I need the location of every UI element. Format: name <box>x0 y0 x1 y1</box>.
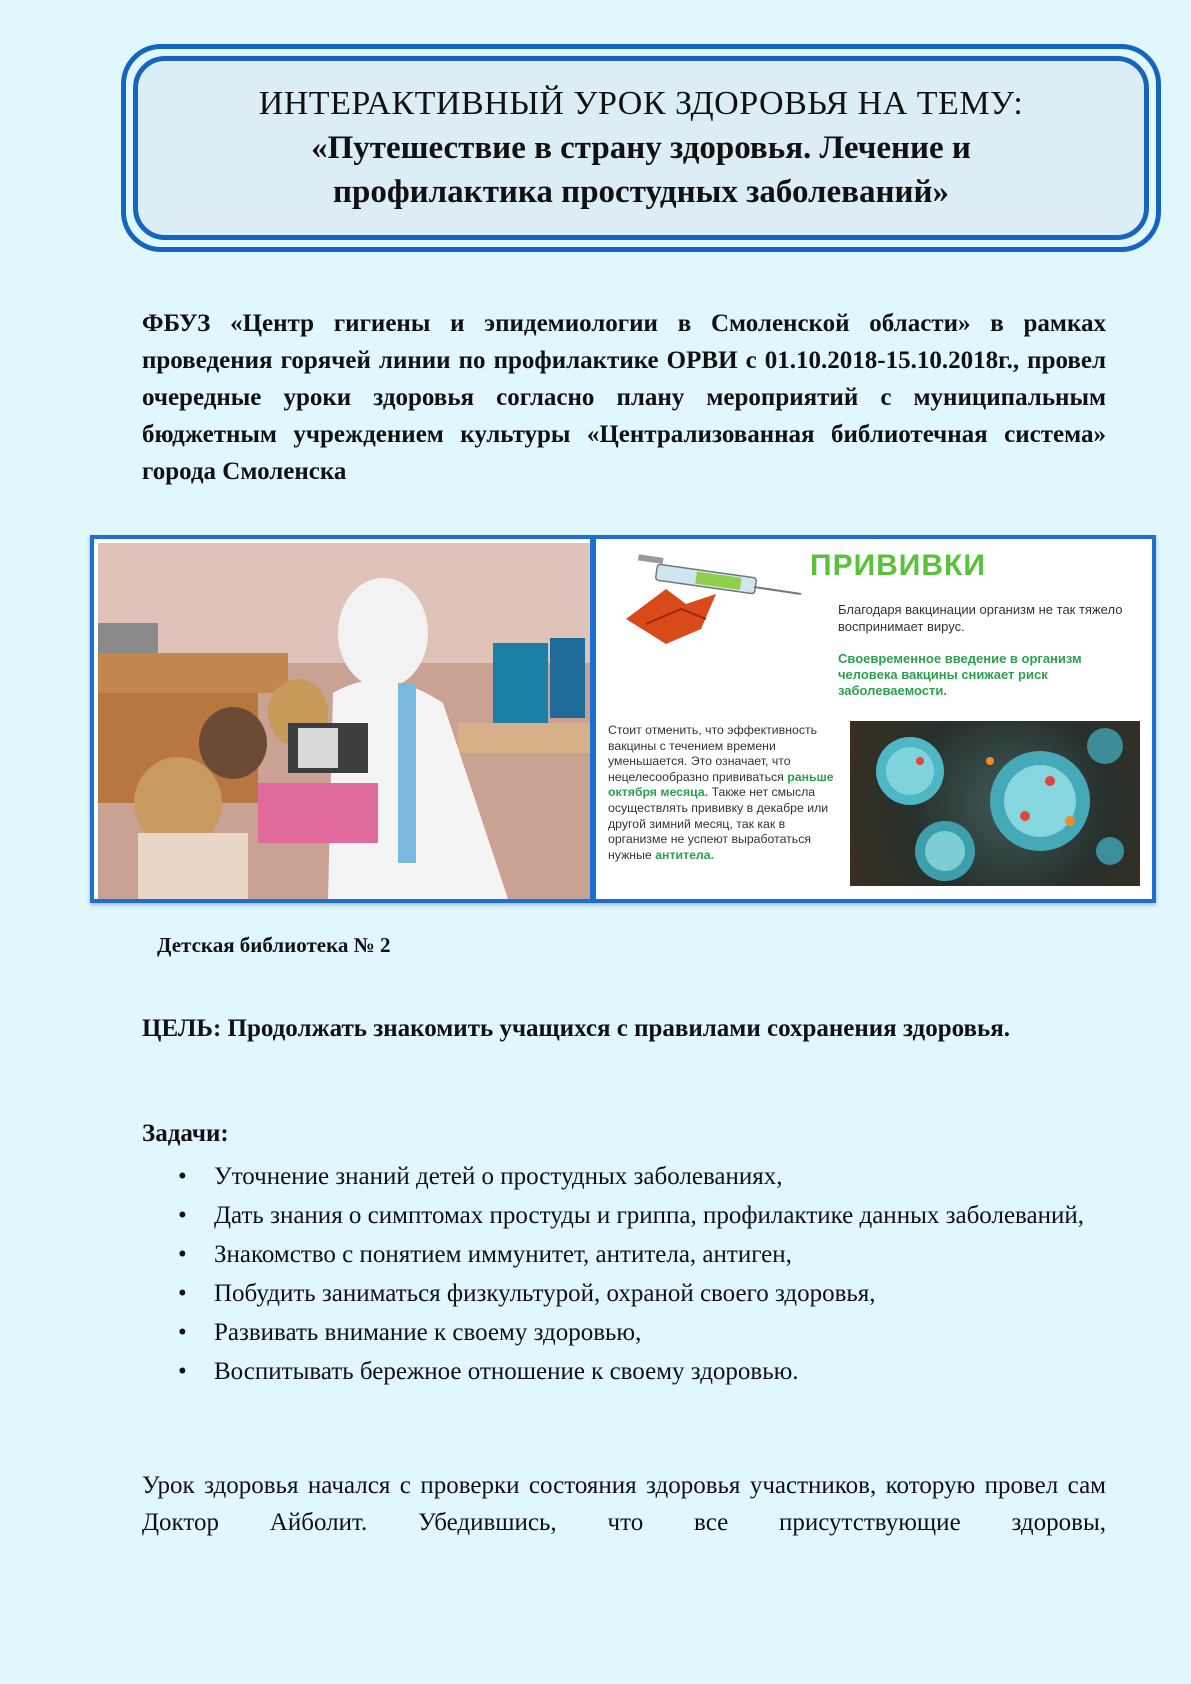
syringe-leaf-illustration <box>606 549 806 659</box>
title-box <box>133 56 1149 240</box>
task-text: Развивать внимание к своему здоровью, <box>214 1319 642 1346</box>
list-item <box>142 1314 1106 1351</box>
title-topic-line1: «Путешествие в страну здоровья. Лечение и <box>311 130 971 166</box>
title-heading: ИНТЕРАКТИВНЫЙ УРОК ЗДОРОВЬЯ НА ТЕМУ: <box>258 85 1024 122</box>
title-topic-line2: профилактика простудных заболеваний» <box>332 174 950 210</box>
collage-divider <box>590 539 596 899</box>
task-text: Уточнение знаний детей о простудных заболеваниях, <box>214 1163 783 1190</box>
virus-image <box>850 721 1140 886</box>
task-text: Воспитывать бережное отношение к своему здоровью. <box>214 1358 799 1385</box>
list-item <box>142 1236 1106 1273</box>
slide-text-vaccination: Благодаря вакцинации организм не так тяжело воспринимает вирус. <box>838 602 1123 634</box>
task-text: Знакомство с понятием иммунитет, антитела, антиген, <box>214 1241 792 1268</box>
photo-caption: Детская библиотека № 2 <box>157 933 391 957</box>
list-item <box>142 1197 1106 1234</box>
tasks-list <box>142 1158 1106 1392</box>
bullet-icon: • <box>178 1163 187 1190</box>
bullet-icon: • <box>178 1280 187 1307</box>
slide-text-efficiency-b: раньше октября месяца. <box>608 769 834 800</box>
goal-paragraph: ЦЕЛЬ: Продолжать знакомить учащихся с правилами сохранения здоровья. <box>142 1015 1010 1042</box>
slide-text-timely: Своевременное введение в организм человека вакцины снижает риск заболеваемости. <box>838 651 1082 698</box>
classroom-photo-illustration <box>98 543 590 899</box>
bullet-icon: • <box>178 1241 187 1268</box>
slide-title: ПРИВИВКИ <box>810 549 986 582</box>
slide-text-efficiency-d: антитела. <box>655 847 714 862</box>
slide-text-efficiency-c: Также нет смысла осуществлять прививку в декабре или другой зимний месяц, так как в организме не успеют выработаться нужные <box>608 785 829 862</box>
bullet-icon: • <box>178 1319 187 1346</box>
classroom-photo <box>98 543 590 899</box>
closing-paragraph: Урок здоровья начался с проверки состояния здоровья участников, которую провел сам Доктор Айболит. Убедившись, что все присутствующие здоровы, <box>142 1472 1106 1536</box>
photo-collage <box>90 535 1156 903</box>
list-item <box>142 1275 1106 1312</box>
bullet-icon: • <box>178 1202 187 1229</box>
bullet-icon: • <box>178 1358 187 1385</box>
tasks-heading: Задачи: <box>142 1120 229 1147</box>
vaccination-slide <box>598 543 1152 899</box>
intro-paragraph: ФБУЗ «Центр гигиены и эпидемиологии в Смоленской области» в рамках проведения горячей линии по профилактике ОРВИ с 01.10.2018-15.10.2018г., провел очередные уроки здоровья согласно плану мероприятий с муниципальным бюджетным учреждением культуры «Централизованная библиотечная система» города Смоленска <box>142 310 1106 485</box>
list-item <box>142 1158 1106 1195</box>
task-text: Дать знания о симптомах простуды и гриппа, профилактике данных заболеваний, <box>214 1202 1085 1229</box>
list-item <box>142 1353 1106 1390</box>
virus-illustration <box>850 721 1140 886</box>
slide-text-efficiency <box>608 723 838 863</box>
slide-text-efficiency-a: Стоит отменить, что эффективность вакцины с течением времени уменьшается. Это означает, что нецелесообразно прививаться <box>608 723 818 784</box>
task-text: Побудить заниматься физкультурой, охраной своего здоровья, <box>214 1280 876 1307</box>
